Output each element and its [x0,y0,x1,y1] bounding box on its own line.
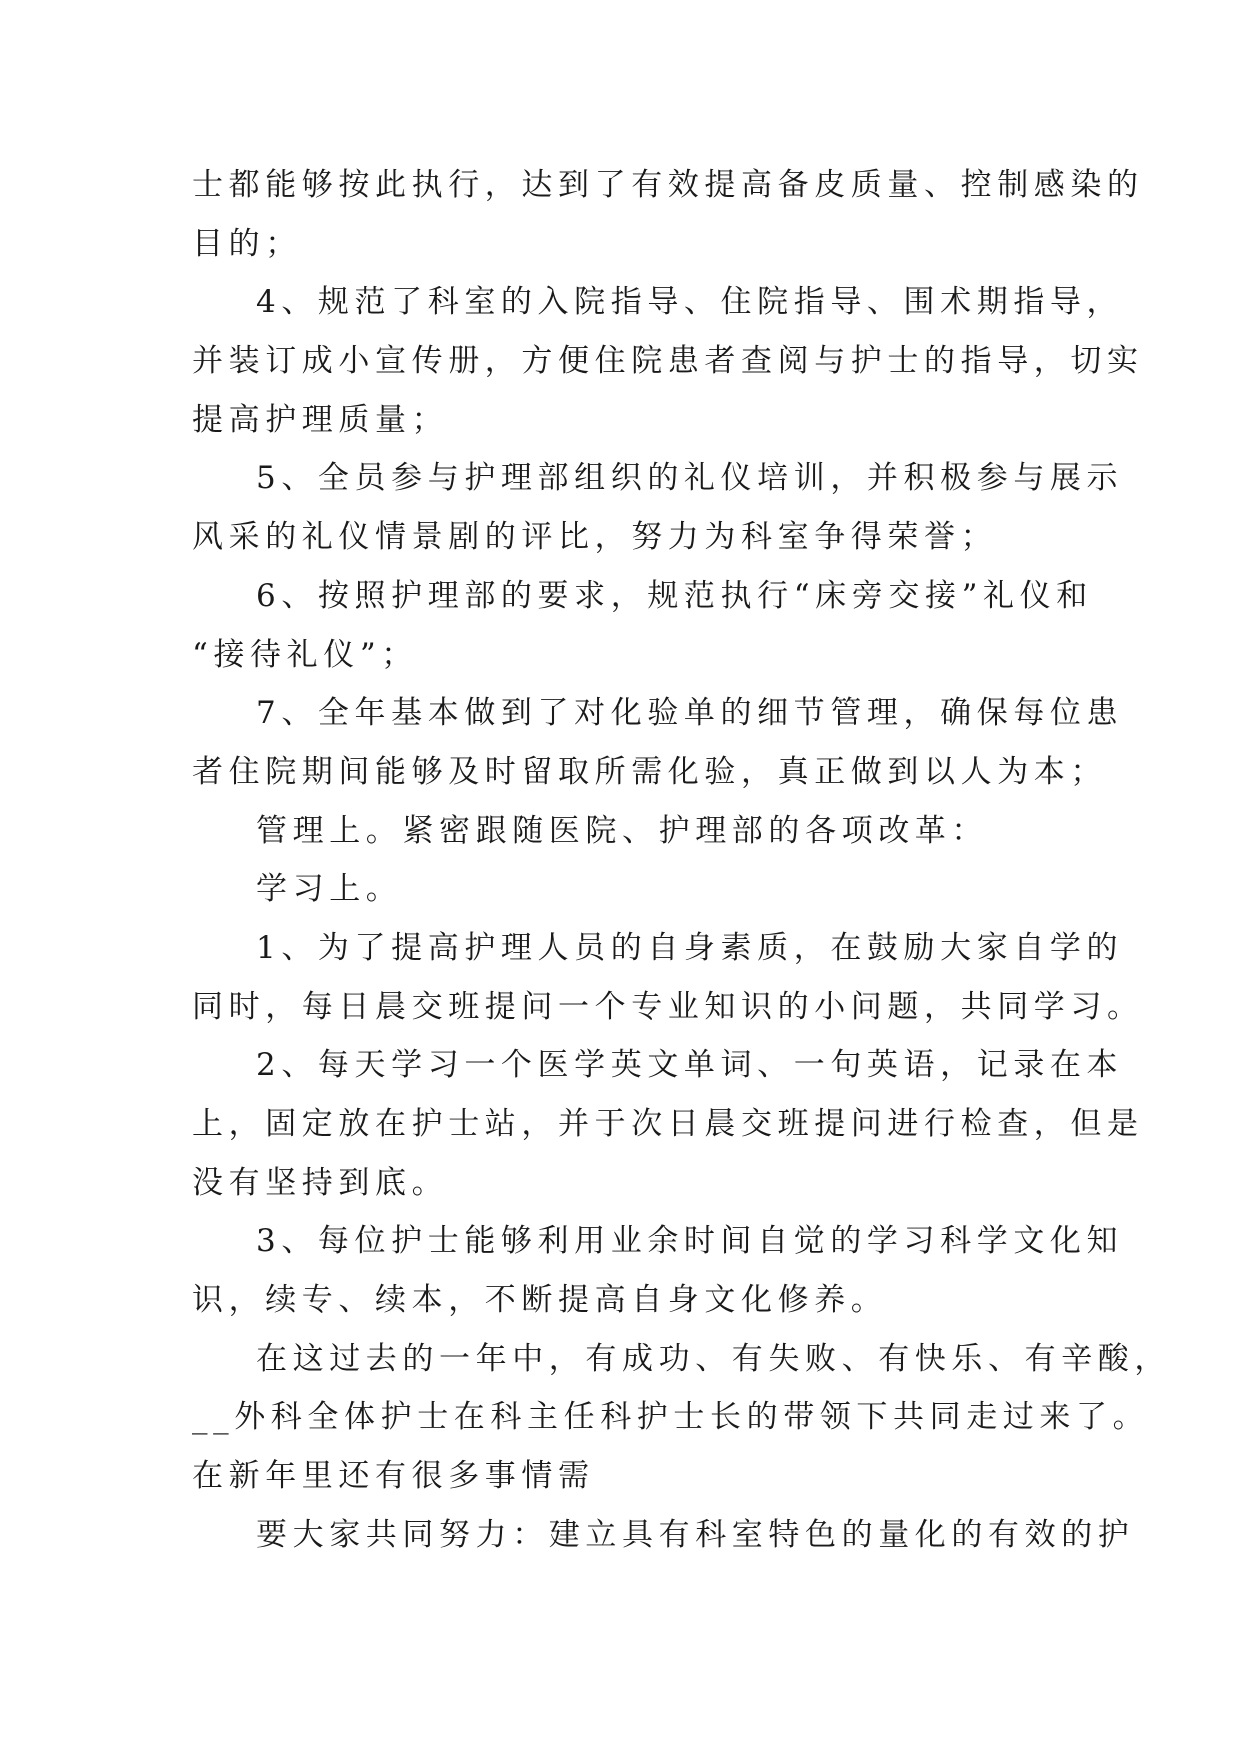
text-line-16: 2、每天学习一个医学英文单词、一句英语，记录在本 [256,1047,1124,1084]
text-line-3: 4、规范了科室的入院指导、住院指导、围术期指导， [256,284,1124,321]
text-line-20: 识，续专、续本，不断提高自身文化修养。 [192,1282,888,1319]
text-line-17: 上，固定放在护士站，并于次日晨交班提问进行检查，但是 [192,1106,1144,1142]
text-line-18: 没有坚持到底。 [192,1164,449,1201]
text-line-5: 提高护理质量； [192,401,449,438]
text-line-11: 者住院期间能够及时留取所需化验，真正做到以人为本； [192,753,1107,790]
text-line-14: 1、为了提高护理人员的自身素质，在鼓励大家自学的 [256,929,1124,966]
text-line-4: 并装订成小宣传册，方便住院患者查阅与护士的指导，切实 [192,343,1144,380]
text-line-2: 目的； [192,225,302,262]
text-line-1: 士都能够按此执行，达到了有效提高备皮质量、控制感染的 [192,167,1144,203]
text-line-8: 6、按照护理部的要求，规范执行“床旁交接”礼仪和 [256,577,1093,614]
text-line-12: 管理上。紧密跟随医院、护理部的各项改革： [256,812,988,849]
text-line-7: 风采的礼仪情景剧的评比，努力为科室争得荣誉； [192,519,998,556]
text-line-15: 同时，每日晨交班提问一个专业知识的小问题，共同学习。 [192,988,1144,1025]
text-line-24: 要大家共同努力：建立具有科室特色的量化的有效的护 [256,1516,1135,1553]
document-body [192,156,1171,1565]
text-line-13: 学习上。 [256,871,403,908]
text-line-21: 在这过去的一年中，有成功、有失败、有快乐、有辛酸， [256,1340,1171,1377]
text-line-6: 5、全员参与护理部组织的礼仪培训，并积极参与展示 [256,460,1124,497]
text-line-23: 在新年里还有很多事情需 [192,1458,595,1495]
text-line-22: __外科全体护士在科主任科护士长的带领下共同走过来了。 [192,1399,1150,1436]
text-line-19: 3、每位护士能够利用业余时间自觉的学习科学文化知 [256,1223,1124,1260]
text-line-10: 7、全年基本做到了对化验单的细节管理，确保每位患 [256,695,1124,732]
text-line-9: “接待礼仪”； [192,636,418,673]
